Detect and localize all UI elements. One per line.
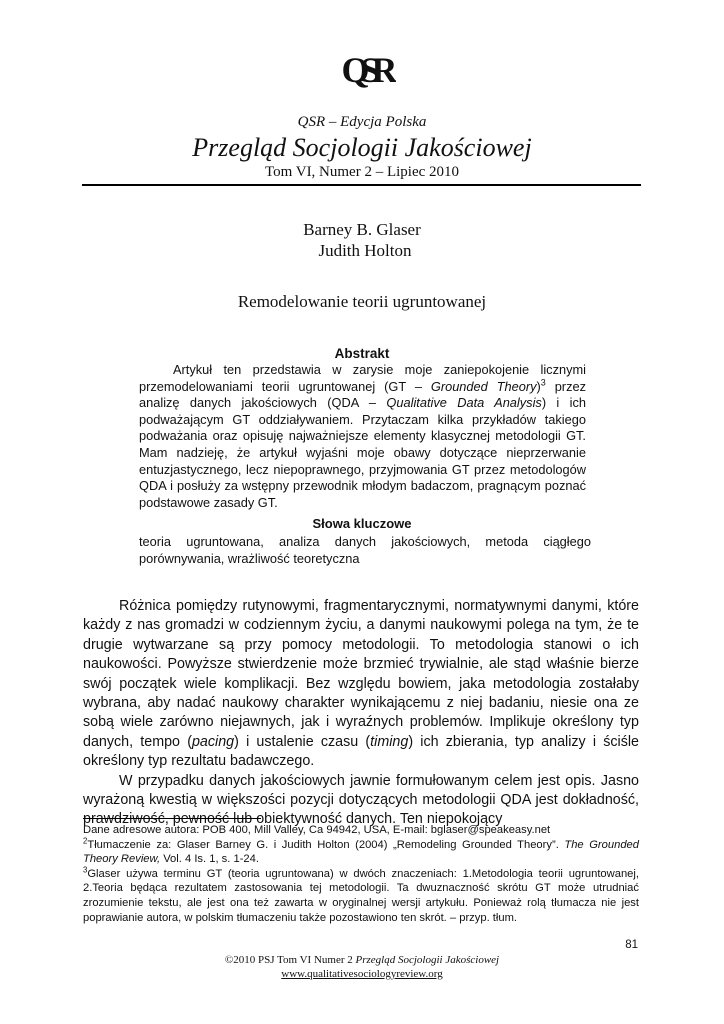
abstract-text-part: przez analizę danych jakościowych (QDA –: [139, 378, 586, 411]
abstract-heading: Abstrakt: [334, 346, 390, 361]
body-paragraph: W przypadku danych jakościowych jawnie formułowanym celem jest opis. Jasno wyrażoną kwestią w większości pozycji dotyczących metodologii QDA jest dokładność, prawdziwość, pewność lub obiektywność danych. Ten niepokojący: [83, 772, 639, 828]
abstract-text-part: ) i ich podważającym GT oddziaływaniem. Przytaczam kilka przykładów takiego podważania oraz opisuję najważniejsze elementy klasycznej metodologii GT. Mam nadzieję, że artykuł wyjaśni moje obawy dotyczące nieprzerwanie entuzjastycznego, lecz niepoprawnego, przyjmowania GT przez metodologów QDA i posłuży za wstępny przewodnik młodym badaczom, pragnącym poznać podstawowe zasady GT.: [139, 395, 586, 510]
footnote-text: Tłumaczenie za: Glaser Barney G. i Judith Holton (2004) „Remodeling Grounded Theory”.: [87, 838, 565, 851]
body-text-italic: pacing: [191, 733, 235, 750]
footnotes: [83, 823, 639, 925]
footnote: [83, 867, 639, 925]
keywords-heading: Słowa kluczowe: [312, 516, 412, 531]
body-text-part: ) ich zbierania, typ analizy i ściśle określony typ rezultatu badawczego.: [83, 733, 640, 770]
keywords-text: teoria ugruntowana, analiza danych jakościowych, metoda ciągłego porównywania, wrażliwość teoretyczna: [139, 534, 591, 566]
footnote-text: Glaser używa terminu GT (teoria ugruntowana) w dwóch znaczeniach: 1.Metodologia teorii ugruntowanej, 2.Teoria będąca rezultatem zastosowania tej metodologii. Ta dwuznaczność skrótu GT może utrudniać zrozumienie tekstu, ale jest ona też zawarta w oryginalnej wersji artykułu. Ponieważ rolą tłumacza nie jest poprawianie autora, w polskim tłumaczeniu także pozostawiono ten skrót. – przyp. tłum.: [83, 867, 639, 924]
footnote: Dane adresowe autora: POB 400, Mill Valley, Ca 94942, USA, E-mail: bglaser@speakeasy.net: [83, 824, 551, 836]
author-name: Barney B. Glaser: [303, 220, 421, 239]
abstract-text-part: Artykuł ten przedstawia w zarysie moje zaniepokojenie licznymi przemodelowaniami teorii ugruntowanej (GT –: [139, 362, 586, 394]
header-rule: [82, 184, 641, 186]
abstract-text: Artykuł ten przedstawia w zarysie moje zaniepokojenie licznymi przemodelowaniami teorii ugruntowanej (GT – Grounded Theory)$^3$ przez analizę danych jakościowych (QDA – Qualitative Data Analysis) i ich podważającym GT oddziaływaniem. Przytaczam kilka przykładów takiego podważania oraz opisuję najważniejsze elementy klasycznej metodologii GT. Mam nadzieję, że artykuł wyjaśni moje obawy dotyczące nieprzerwanie entuzjastycznego, lecz niepoprawnego, przyjmowania GT przez metodologów QDA i posłuży za wstępny przewodnik młodym badaczom, pragnącym poznać podstawowe zasady GT.: [139, 362, 586, 510]
footer-copyright: [0, 954, 724, 966]
body-text-italic: timing: [370, 733, 409, 750]
journal-title: Przegląd Socjologii Jakościowej: [192, 133, 532, 162]
abstract-text-italic: Grounded Theory: [430, 378, 537, 394]
journal-edition: QSR – Edycja Polska: [297, 114, 427, 130]
article-title: Remodelowanie teorii ugruntowanej: [237, 292, 487, 311]
qsr-logo-text: QSR: [341, 50, 389, 90]
abstract-text-italic: Qualitative Data Analysis: [386, 395, 542, 411]
footer-url-link[interactable]: www.qualitativesociologyreview.org: [281, 968, 443, 980]
footer-journal-name: Przegląd Socjologii Jakościowej: [355, 954, 500, 966]
body-text-part: Różnica pomiędzy rutynowymi, fragmentarycznymi, normatywnymi danymi, które każdy z nas gromadzi w codziennym życiu, a danymi naukowymi polega na tym, że te drugie wytwarzane są przy pomocy metodologii. To metodologia stanowi o ich naukowości. Powyższe stwierdzenie może brzmieć trywialnie, ale stąd właśnie bierze swój początek wiele komplikacji. Bez względu bowiem, jaka metodologia zostałaby wybrana, aby nadać naukowy charakter wynikającemu z niej badaniu, niesie ona ze sobą wiele zarówno niejawnych, jak i wyraźnych problemów. Implikuje określony typ danych, tempo (: [83, 598, 639, 750]
page-number: 81: [625, 939, 638, 951]
journal-issue: Tom VI, Numer 2 – Lipiec 2010: [264, 164, 460, 180]
footnote-number: 3: [83, 865, 88, 875]
footnote-ref: 3: [540, 377, 546, 388]
body-text-part: ) i ustalenie czasu (: [234, 733, 371, 750]
footnote-text: Vol. 4 Is. 1, s. 1-24.: [160, 853, 259, 866]
body-text: [83, 597, 639, 830]
footnote-text-italic: The Grounded Theory Review,: [83, 838, 639, 866]
footnote-number: 2: [83, 835, 88, 845]
footer-copyright-text: ©2010 PSJ Tom VI Numer 2: [224, 954, 356, 966]
qsr-logo: [334, 44, 396, 92]
footnote: [83, 835, 639, 867]
footnote-rule: [83, 818, 261, 819]
body-paragraph: [83, 597, 639, 772]
author-name: Judith Holton: [318, 241, 412, 260]
